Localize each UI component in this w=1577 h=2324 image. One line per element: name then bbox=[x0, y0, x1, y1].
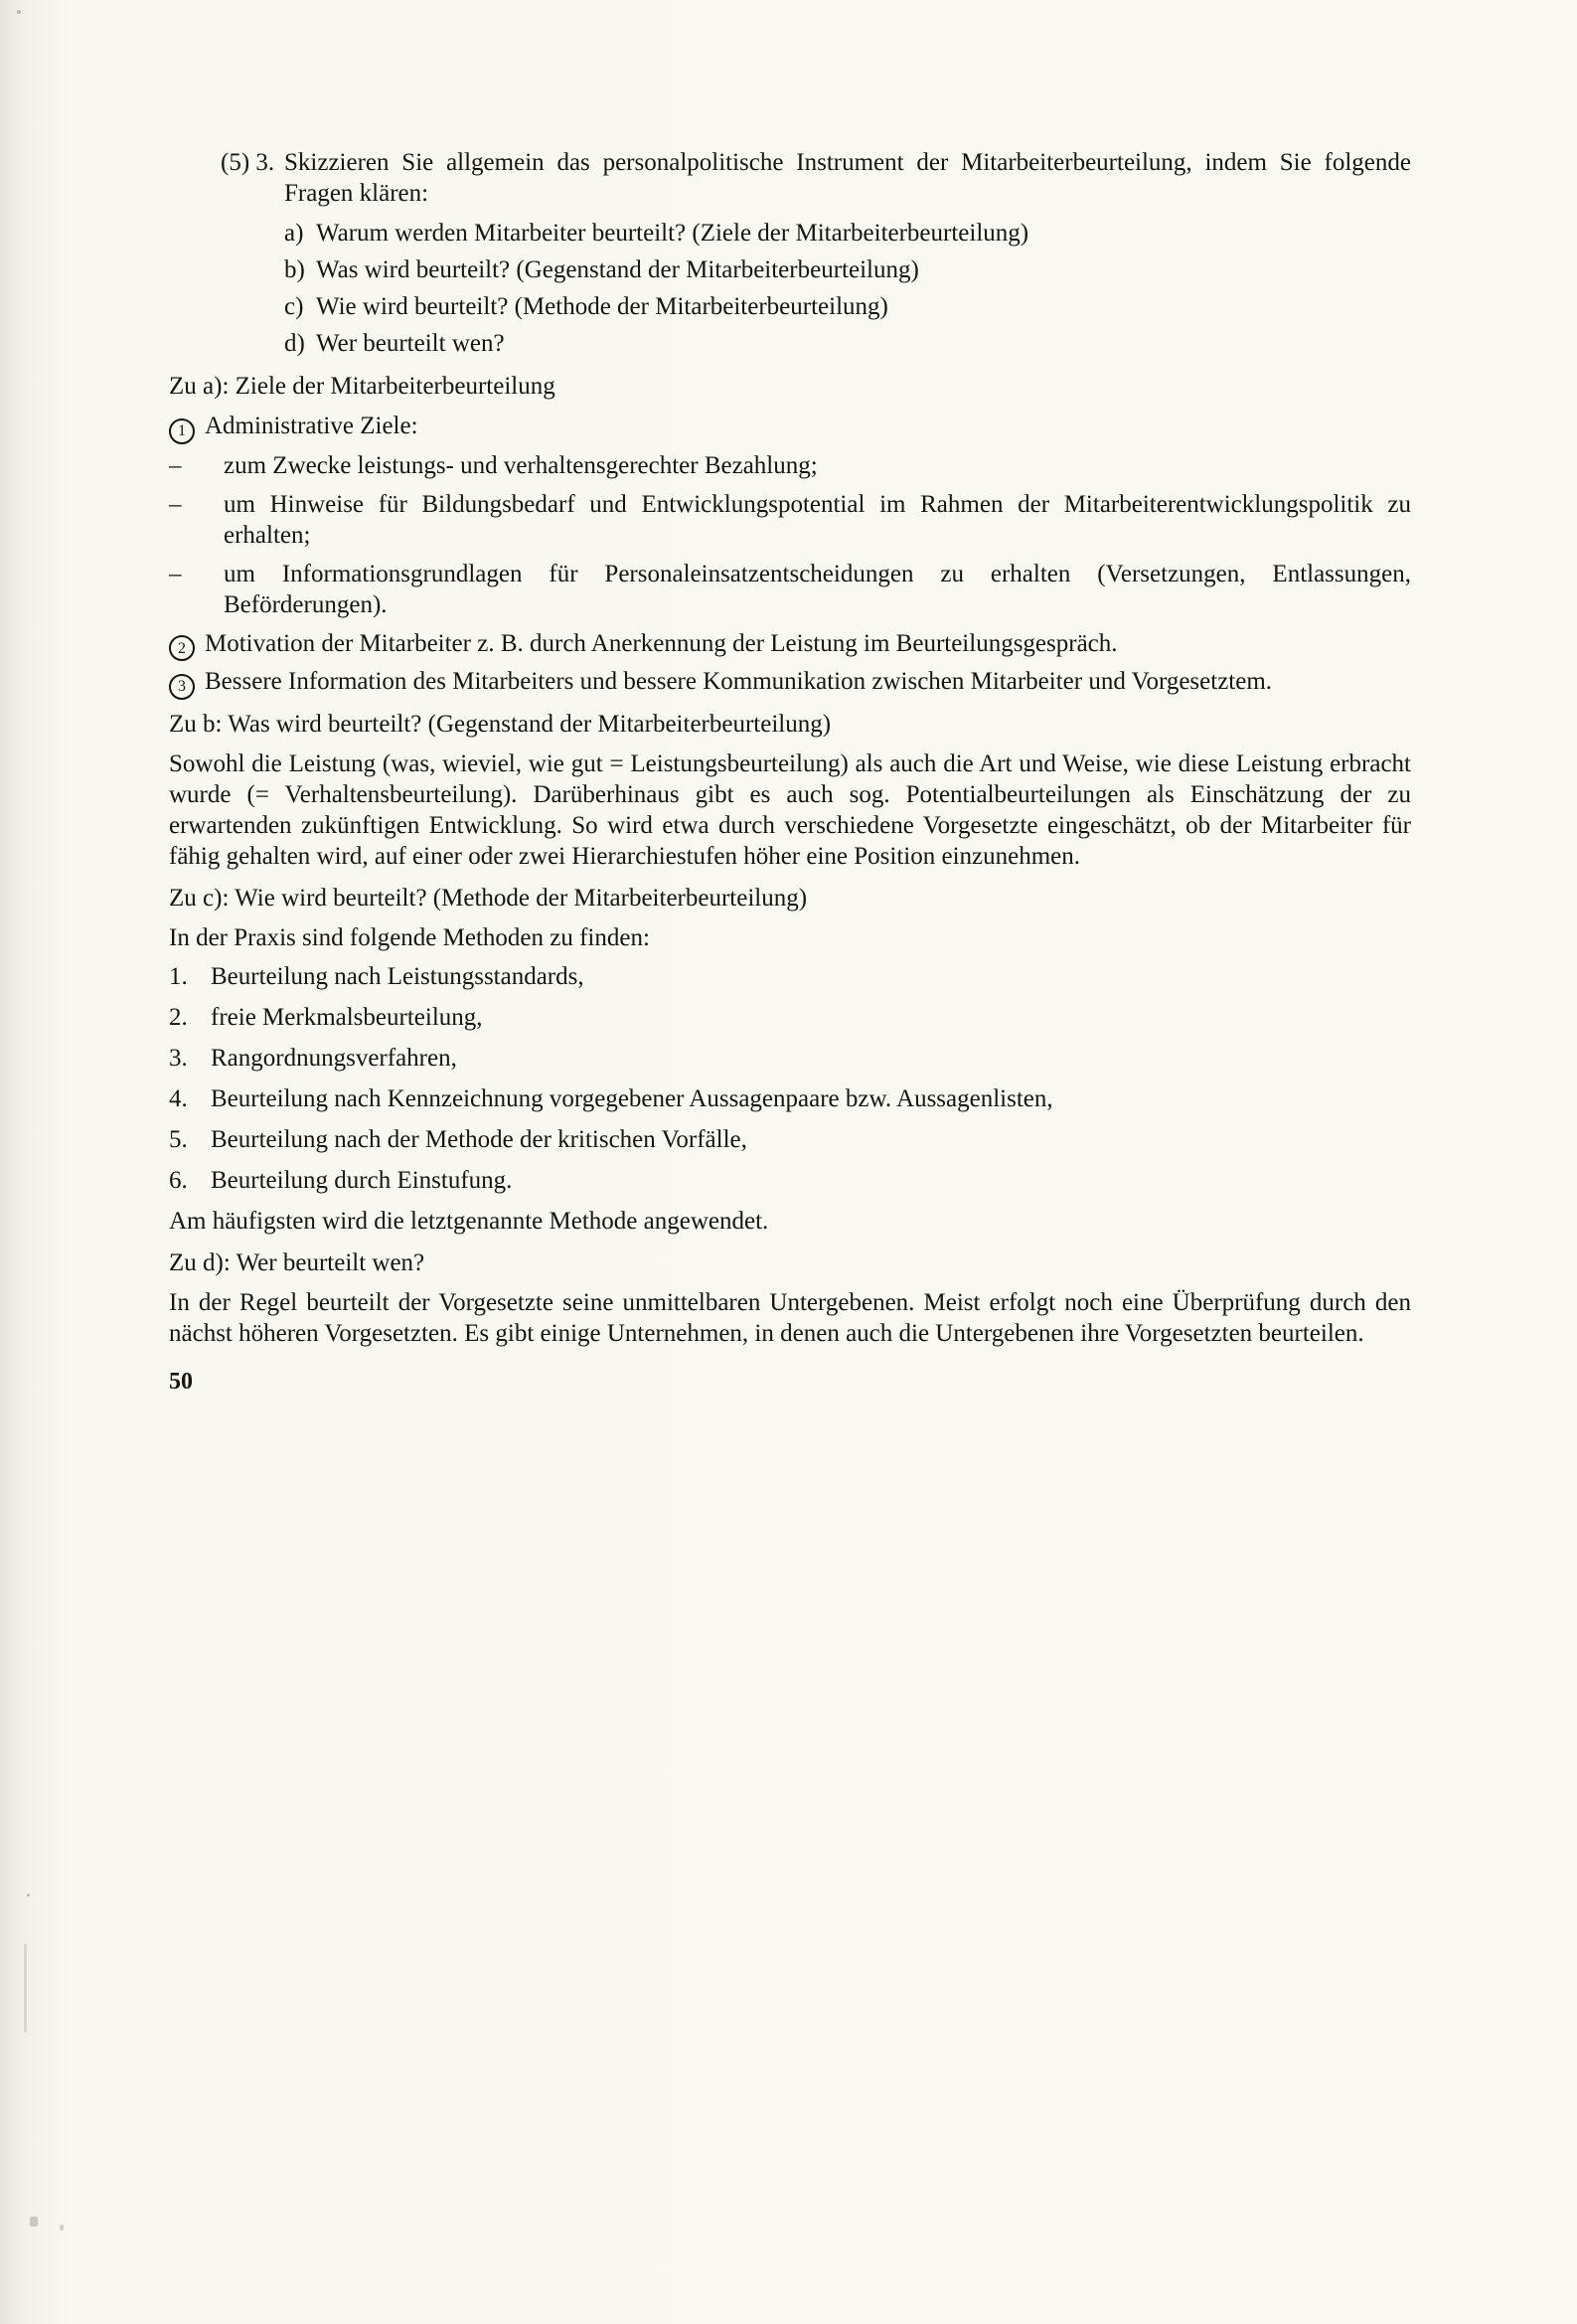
circled-point-2 bbox=[169, 628, 1411, 660]
scan-artifact bbox=[30, 2217, 38, 2227]
circled-number-column bbox=[169, 628, 205, 660]
circled-point-text: Administrative Ziele: bbox=[205, 413, 418, 439]
question-number: (5) 3. bbox=[221, 149, 275, 176]
dash-marker: – bbox=[169, 451, 182, 479]
dash-point-2 bbox=[169, 489, 1411, 551]
dash-point-text: um Hinweise für Bildungsbedarf und Entwicklungspotential im Rahmen der Mitarbeiterentwicklungspolitik zu erhalten; bbox=[224, 490, 1411, 549]
scan-artifact bbox=[17, 10, 21, 14]
circled-point-3 bbox=[169, 666, 1411, 698]
circled-point-text: Bessere Information des Mitarbeiters und bessere Kommunikation zwischen Mitarbeiter und Vorgesetztem. bbox=[205, 668, 1273, 695]
section-b-heading: Zu b: Was wird beurteilt? (Gegenstand der Mitarbeiterbeurteilung) bbox=[169, 710, 832, 738]
page-content bbox=[169, 147, 1411, 1398]
subitem-label: d) bbox=[284, 330, 305, 357]
method-number: 1. bbox=[169, 962, 188, 990]
section-c-intro: In der Praxis sind folgende Methoden zu finden: bbox=[169, 923, 650, 951]
question-subitem-a bbox=[284, 218, 1411, 249]
subitem-label: a) bbox=[284, 220, 304, 247]
dash-point-1 bbox=[169, 450, 1411, 481]
scan-artifact bbox=[60, 2225, 64, 2231]
method-item-2 bbox=[169, 1002, 1411, 1033]
question-head bbox=[221, 147, 1411, 209]
subitem-text: Warum werden Mitarbeiter beurteilt? (Ziele der Mitarbeiterbeurteilung) bbox=[316, 220, 1029, 247]
circled-number-column bbox=[169, 666, 205, 698]
circled-number-column bbox=[169, 411, 205, 442]
method-text: Beurteilung nach Kennzeichnung vorgegebener Aussagenpaare bzw. Aussagenlisten, bbox=[211, 1084, 1053, 1112]
method-number: 2. bbox=[169, 1003, 188, 1031]
section-c-heading: Zu c): Wie wird beurteilt? (Methode der Mitarbeiterbeurteilung) bbox=[169, 884, 808, 912]
method-item-5 bbox=[169, 1124, 1411, 1155]
method-item-1 bbox=[169, 961, 1411, 992]
circled-point-text: Motivation der Mitarbeiter z. B. durch Anerkennung der Leistung im Beurteilungsgespräch. bbox=[205, 629, 1118, 657]
question-subitem-d bbox=[284, 328, 1411, 359]
subitem-label: b) bbox=[284, 256, 305, 283]
method-item-4 bbox=[169, 1083, 1411, 1114]
method-number: 4. bbox=[169, 1084, 188, 1112]
method-text: Beurteilung nach Leistungsstandards, bbox=[211, 962, 584, 990]
subitem-text: Wie wird beurteilt? (Methode der Mitarbeiterbeurteilung) bbox=[316, 293, 888, 320]
scan-artifact bbox=[24, 1943, 27, 2033]
page-number: 50 bbox=[169, 1368, 193, 1395]
question-subitem-b bbox=[284, 254, 1411, 285]
circled-number-icon: 1 bbox=[169, 418, 195, 444]
question-subitem-c bbox=[284, 291, 1411, 322]
method-number: 3. bbox=[169, 1044, 188, 1072]
method-number: 6. bbox=[169, 1166, 188, 1194]
question-text: Skizzieren Sie allgemein das personalpolitische Instrument der Mitarbeiterbeurteilung, indem Sie folgende Fragen klären: bbox=[284, 149, 1411, 207]
circled-point-1 bbox=[169, 411, 1411, 442]
dash-point-text: zum Zwecke leistungs- und verhaltensgerechter Bezahlung; bbox=[224, 451, 818, 479]
method-item-3 bbox=[169, 1043, 1411, 1074]
section-d-heading: Zu d): Wer beurteilt wen? bbox=[169, 1248, 425, 1276]
circled-number-icon: 2 bbox=[169, 635, 195, 661]
method-text: Beurteilung nach der Methode der kritischen Vorfälle, bbox=[211, 1125, 747, 1153]
method-text: freie Merkmalsbeurteilung, bbox=[211, 1003, 483, 1031]
question-subitems bbox=[284, 218, 1411, 359]
method-number: 5. bbox=[169, 1125, 188, 1153]
section-b-paragraph: Sowohl die Leistung (was, wieviel, wie gut = Leistungsbeurteilung) als auch die Art und Weise, wie diese Leistung erbracht wurde (= Verhaltensbeurteilung). Darüberhinaus gibt es auch sog. Potentialbeurteilungen als Einschätzung der zu erwartenden zukünftigen Entwicklung. So wird etwa durch verschiedene Vorgesetzte eingeschätzt, ob der Mitarbeiter für fähig gehalten wird, auf einer oder zwei Hierarchiestufen höher eine Position einzunehmen. bbox=[169, 749, 1411, 870]
method-text: Beurteilung durch Einstufung. bbox=[211, 1166, 513, 1194]
subitem-text: Was wird beurteilt? (Gegenstand der Mitarbeiterbeurteilung) bbox=[316, 256, 919, 283]
section-a-heading: Zu a): Ziele der Mitarbeiterbeurteilung bbox=[169, 373, 555, 400]
dash-marker: – bbox=[169, 490, 182, 518]
subitem-text: Wer beurteilt wen? bbox=[316, 330, 505, 357]
circled-number-icon: 3 bbox=[169, 674, 195, 700]
scan-artifact bbox=[27, 1894, 30, 1897]
method-text: Rangordnungsverfahren, bbox=[211, 1044, 457, 1072]
dash-marker: – bbox=[169, 560, 182, 587]
dash-point-text: um Informationsgrundlagen für Personaleinsatzentscheidungen zu erhalten (Versetzungen, Entlassungen, Beförderungen). bbox=[224, 560, 1411, 618]
section-d-paragraph: In der Regel beurteilt der Vorgesetzte seine unmittelbaren Untergebenen. Meist erfolgt noch eine Überprüfung durch den nächst höheren Vorgesetzten. Es gibt einige Unternehmen, in denen auch die Untergebenen ihre Vorgesetzten beurteilen. bbox=[169, 1288, 1411, 1347]
section-c-outro: Am häufigsten wird die letztgenannte Methode angewendet. bbox=[169, 1207, 769, 1235]
exercise-question bbox=[169, 147, 1411, 359]
subitem-label: c) bbox=[284, 293, 304, 320]
method-item-6 bbox=[169, 1165, 1411, 1196]
dash-point-3 bbox=[169, 559, 1411, 620]
